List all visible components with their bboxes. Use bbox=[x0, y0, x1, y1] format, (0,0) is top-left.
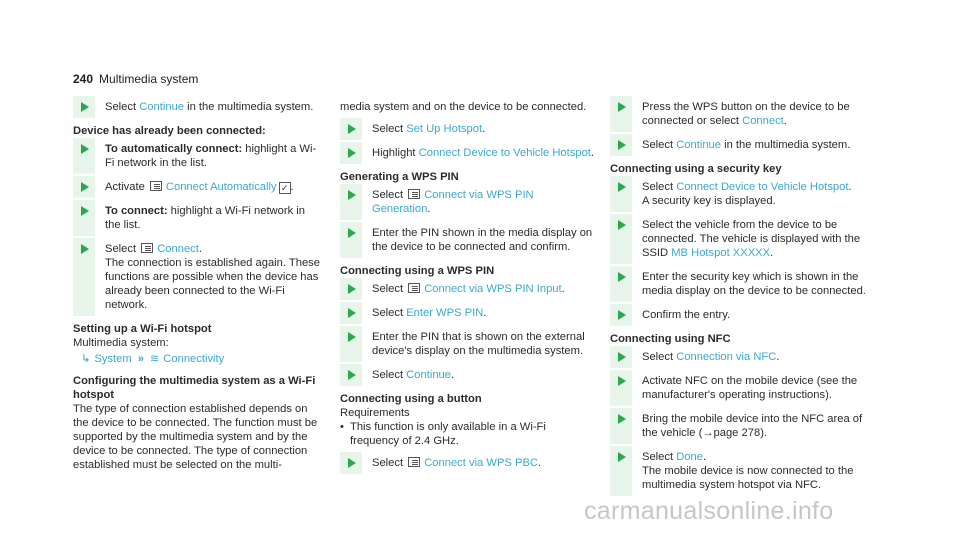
step: Select Connect. The connection is established again. These functions are possible when the device has already been connected to the Wi-Fi network. bbox=[73, 242, 323, 312]
step: Enter the PIN shown in the media display on the device to be connected and confirm. bbox=[340, 226, 595, 254]
link-connection-via-nfc[interactable]: Connection via NFC bbox=[676, 351, 777, 363]
paragraph: media system and on the device to be connected. bbox=[340, 101, 587, 113]
step: Highlight Connect Device to Vehicle Hotspot. bbox=[340, 146, 595, 160]
watermark: carmanualsonline.info bbox=[584, 497, 834, 525]
step: Select Done. The mobile device is now connected to the multimedia system hotspot via NFC. bbox=[610, 450, 880, 492]
heading: Connecting using a button bbox=[340, 393, 482, 405]
step: Select Set Up Hotspot. bbox=[340, 122, 595, 136]
page-title: Multimedia system bbox=[99, 72, 199, 86]
page-reference[interactable]: page 278 bbox=[713, 427, 761, 439]
step-arrow-icon bbox=[618, 414, 626, 424]
menu-icon bbox=[141, 243, 153, 253]
step-arrow-icon bbox=[348, 308, 356, 318]
link-continue[interactable]: Continue bbox=[406, 369, 451, 381]
checkbox-icon: ✓ bbox=[279, 182, 291, 194]
link-enter-wps-pin[interactable]: Enter WPS PIN bbox=[406, 307, 484, 319]
link-connect[interactable]: Connect bbox=[742, 115, 784, 127]
step: To automatically connect: highlight a Wi-Fi network in the list. bbox=[73, 142, 323, 170]
step-arrow-icon bbox=[348, 284, 356, 294]
heading: Connecting using a security key bbox=[610, 163, 782, 175]
step-arrow-icon bbox=[81, 144, 89, 154]
step-arrow-icon bbox=[618, 376, 626, 386]
link-system[interactable]: System bbox=[94, 353, 132, 365]
step-arrow-icon bbox=[618, 102, 626, 112]
step: Activate Connect Automatically ✓ . bbox=[73, 180, 323, 194]
step-arrow-icon bbox=[618, 140, 626, 150]
step: Enter the security key which is shown in the media display on the device to be connected. bbox=[610, 270, 880, 298]
menu-icon bbox=[408, 283, 420, 293]
step-arrow-icon bbox=[618, 452, 626, 462]
path-arrow-icon: ↳ bbox=[81, 353, 91, 365]
menu-icon bbox=[408, 457, 420, 467]
step: Confirm the entry. bbox=[610, 308, 880, 322]
step-arrow-icon bbox=[618, 272, 626, 282]
step-arrow-icon bbox=[618, 352, 626, 362]
wifi-icon: ≋ bbox=[149, 353, 160, 365]
paragraph: Requirements bbox=[340, 407, 410, 419]
step: Select Connect via WPS PIN Input. bbox=[340, 282, 595, 296]
link-connectivity[interactable]: Connectivity bbox=[163, 353, 225, 365]
step: Select the vehicle from the device to be connected. The vehicle is displayed with the SSID MB Hotspot XXXXX. bbox=[610, 218, 880, 260]
step-arrow-icon bbox=[348, 228, 356, 238]
column-1 bbox=[73, 100, 323, 472]
heading: Generating a WPS PIN bbox=[340, 171, 459, 183]
heading: Device has already been connected: bbox=[73, 125, 266, 137]
link-connect-device[interactable]: Connect Device to Vehicle Hotspot bbox=[418, 147, 591, 159]
step-arrow-icon bbox=[81, 206, 89, 216]
link-wps-pin-generation[interactable]: Connect via WPS PIN Generation bbox=[372, 189, 534, 215]
link-connect-automatically[interactable]: Connect Automatically bbox=[165, 181, 277, 193]
menu-icon bbox=[408, 189, 420, 199]
page-number: 240 bbox=[73, 72, 94, 86]
step: Bring the mobile device into the NFC area of the vehicle (→page 278). bbox=[610, 412, 880, 440]
menu-path bbox=[73, 352, 323, 366]
heading: Setting up a Wi-Fi hotspot bbox=[73, 323, 212, 335]
page-ref-arrow-icon: → bbox=[702, 427, 714, 439]
step: To connect: highlight a Wi-Fi network in the list. bbox=[73, 204, 323, 232]
step: Activate NFC on the mobile device (see the manufacturer's operating instructions). bbox=[610, 374, 880, 402]
step: Select Connection via NFC. bbox=[610, 350, 880, 364]
link-connect[interactable]: Connect bbox=[157, 243, 199, 255]
link-continue[interactable]: Continue bbox=[139, 101, 184, 113]
list-item: • This function is only available in a Wi-Fi frequency of 2.4 GHz. bbox=[340, 420, 595, 448]
step-arrow-icon bbox=[348, 124, 356, 134]
page-header bbox=[73, 72, 198, 86]
menu-icon bbox=[150, 181, 162, 191]
heading: Configuring the multimedia system as a Wi-Fi hotspot bbox=[73, 375, 316, 401]
step-arrow-icon bbox=[348, 458, 356, 468]
step-arrow-icon bbox=[348, 370, 356, 380]
step-arrow-icon bbox=[81, 244, 89, 254]
step-arrow-icon bbox=[81, 102, 89, 112]
step: Select Continue. bbox=[340, 368, 595, 382]
paragraph: Multimedia system: bbox=[73, 337, 169, 349]
link-connect-device[interactable]: Connect Device to Vehicle Hotspot bbox=[676, 181, 849, 193]
step: Select Connect via WPS PIN Generation. bbox=[340, 188, 595, 216]
ssid-value: MB Hotspot XXXXX bbox=[671, 247, 771, 259]
step-arrow-icon bbox=[618, 220, 626, 230]
step-arrow-icon bbox=[348, 332, 356, 342]
column-2 bbox=[340, 100, 595, 480]
link-done[interactable]: Done bbox=[676, 451, 703, 463]
heading: Connecting using a WPS PIN bbox=[340, 265, 495, 277]
step: Select Connect Device to Vehicle Hotspot. A security key is displayed. bbox=[610, 180, 880, 208]
step-arrow-icon bbox=[618, 310, 626, 320]
step: Select Continue in the multimedia system. bbox=[610, 138, 880, 152]
paragraph: The type of connection established depends on the device to be connected. The function must be supported by the multimedia system and by the device to be connected. The type of connection established must be selected on the multi- bbox=[73, 403, 318, 471]
step-arrow-icon bbox=[348, 190, 356, 200]
step-arrow-icon bbox=[81, 182, 89, 192]
step-arrow-icon bbox=[348, 148, 356, 158]
link-wps-pin-input[interactable]: Connect via WPS PIN Input bbox=[424, 283, 562, 295]
step: Select Enter WPS PIN. bbox=[340, 306, 595, 320]
step: Enter the PIN that is shown on the external device's display on the multimedia system. bbox=[340, 330, 595, 358]
step-arrow-icon bbox=[618, 182, 626, 192]
step: Select Connect via WPS PBC. bbox=[340, 456, 595, 470]
step: Select Continue in the multimedia system. bbox=[73, 100, 323, 114]
step: Press the WPS button on the device to be connected or select Connect. bbox=[610, 100, 880, 128]
heading: Connecting using NFC bbox=[610, 333, 731, 345]
link-wps-pbc[interactable]: Connect via WPS PBC bbox=[424, 457, 538, 469]
double-chevron-icon: » bbox=[137, 353, 144, 365]
link-continue[interactable]: Continue bbox=[676, 139, 721, 151]
column-3 bbox=[610, 100, 880, 502]
link-set-up-hotspot[interactable]: Set Up Hotspot bbox=[406, 123, 483, 135]
